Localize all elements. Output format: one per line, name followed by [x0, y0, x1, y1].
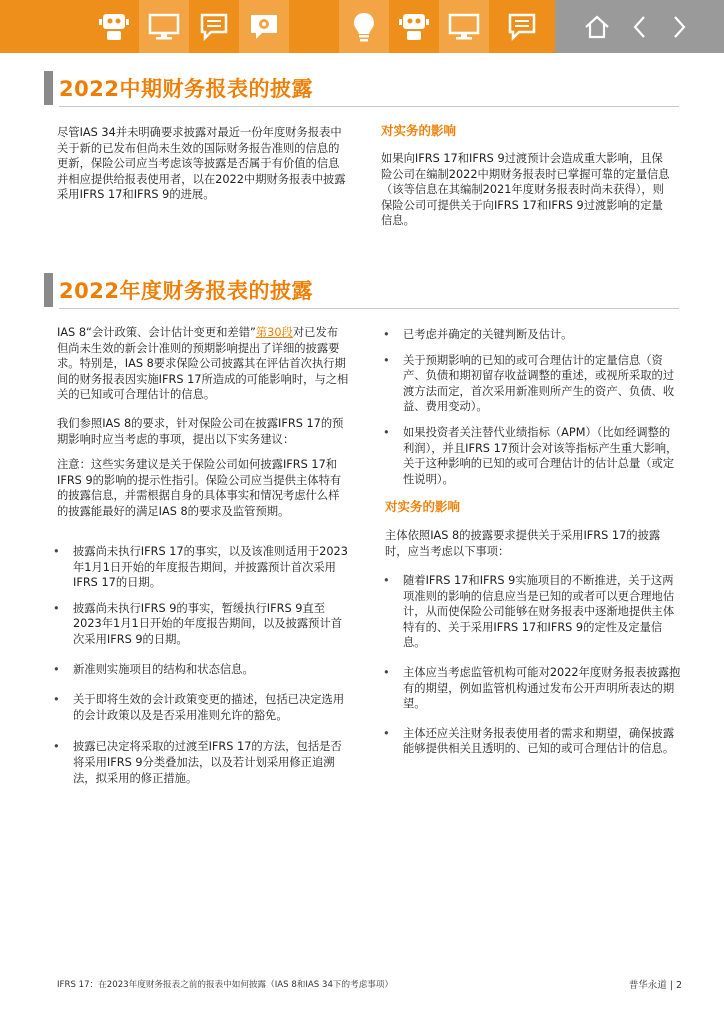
- interim-impact-title: 对实务的影响: [381, 123, 457, 138]
- monitor-icon: [148, 12, 180, 42]
- nav-tile-robot[interactable]: [89, 0, 139, 53]
- list-item: • 主体应当考虑监管机构可能对2022年度财务报表披露抱有的期望，例如监管机构通过发布公开声明所表达的期望。: [381, 665, 681, 712]
- chat-list-icon: [199, 12, 229, 42]
- section-marker: [44, 273, 53, 307]
- impact-bullet-list: [381, 573, 681, 757]
- note-paragraph: 注意：这些实务建议是关于保险公司如何披露IFRS 17和IFRS 9的影响的提示性指引。保险公司应当提供主体特有的披露信息，并需根据自身的具体事实和情况考虑什么样的披露能最好的满足IAS 8的要求及监管预期。: [57, 458, 342, 518]
- paragraph-30-link[interactable]: 第30段: [255, 326, 293, 339]
- next-page-button[interactable]: [664, 0, 694, 53]
- list-item: • 随着IFRS 17和IFRS 9实施项目的不断推进，关于这两项准则的影响的信息应当是已知的或者可以更合理地估计，从而使保险公司能够在财务报表中逐渐地提供主体特有的、关于采用IFRS 17和IFRS 9的定性及定量信息。: [381, 573, 681, 651]
- recommendation-intro: 我们参照IAS 8的要求，针对保险公司在披露IFRS 17的预期影响时应当考虑的事项，提出以下实务建议：: [57, 417, 344, 446]
- home-icon: [583, 14, 611, 40]
- gear-chat-icon: [248, 12, 280, 42]
- interim-paragraph: 尽管IAS 34并未明确要求披露对最近一份年度财务报表中关于新的已发布但尚未生效的国际财务报告准则的信息的更新，保险公司应当考虑该等披露是否属于有价值的信息并相应提供给报表使用者，以在2022中期财务报表中披露采用IFRS 17和IFRS 9的进展。: [57, 126, 346, 202]
- interim-impact-text: 如果向IFRS 17和IFRS 9过渡预计会造成重大影响，且保险公司在编制2022中期财务报表时已掌握可靠的定量信息（该等信息在其编制2021年度财务报表时尚未获得），则保险公司可提供关于向IFRS 17和IFRS 9过渡影响的定量信息。: [381, 152, 670, 228]
- nav-tile-monitor-2[interactable]: [439, 0, 489, 53]
- section-header-annual: [44, 273, 313, 307]
- nav-tile-chat-2[interactable]: [489, 0, 555, 53]
- section-title-annual: 2022年度财务报表的披露: [59, 279, 313, 303]
- list-item: • 关于即将生效的会计政策变更的描述，包括已决定选用的会计政策以及是否采用准则允许的豁免。: [51, 692, 351, 723]
- home-button[interactable]: [575, 0, 619, 53]
- section-divider: [59, 308, 679, 309]
- nav-tile-bulb[interactable]: [339, 0, 389, 53]
- list-item: • 新准则实施项目的结构和状态信息。: [51, 662, 351, 678]
- nav-tile-gear[interactable]: [239, 0, 289, 53]
- list-item: • 关于预期影响的已知的或可合理估计的定量信息（资产、负债和期初留存收益调整的重述，或视所采取的过渡方法而定，首次采用新准则所产生的资产、负债、收益、费用变动）。: [381, 353, 681, 415]
- top-navigation: [0, 0, 724, 53]
- robot-icon: [99, 11, 129, 43]
- ias8-text-a: IAS 8“会计政策、会计估计变更和差错”: [57, 326, 256, 339]
- section-marker: [44, 71, 53, 105]
- footer-document-title: IFRS 17：在2023年度财务报表之前的报表中如何披露（IAS 8和IAS 34下的考虑事项）: [57, 980, 394, 990]
- monitor-icon-2: [448, 12, 480, 42]
- chevron-left-icon: [632, 14, 648, 40]
- nav-tile-spacer: [289, 0, 339, 53]
- previous-page-button[interactable]: [625, 0, 655, 53]
- annual-impact-title: 对实务的影响: [385, 499, 461, 514]
- section-header-interim: [44, 71, 313, 105]
- list-item: • 已考虑并确定的关键判断及估计。: [381, 327, 681, 343]
- annual-impact-intro: 主体依照IAS 8的披露要求提供关于采用IFRS 17的披露时，应当考虑以下事项：: [385, 529, 661, 558]
- bulb-icon: [352, 11, 376, 43]
- list-item: • 披露已决定将采取的过渡至IFRS 17的方法，包括是否将采用IFRS 9分类叠加法，以及若计划采用修正追溯法，拟采用的修正措施。: [51, 739, 351, 786]
- list-item: • 主体还应关注财务报表使用者的需求和期望，确保披露能够提供相关且透明的、已知的或可合理估计的信息。: [381, 726, 681, 757]
- footer-page-number: 普华永道 | 2: [628, 980, 682, 991]
- ias8-paragraph: [57, 325, 349, 403]
- nav-accent-strip: [0, 0, 89, 53]
- chat-list-icon-2: [507, 12, 537, 42]
- nav-tile-robot-2[interactable]: [389, 0, 439, 53]
- ias8-text-b: 对已发布但尚未生效的新会计准则的预期影响提出了详细的披露要求。特别是，IAS 8要求保险公司披露其在评估首次执行期间的财务报表因实施IFRS 17所造成的可能影响时，与之相关的已知或可合理估计的信息。: [57, 326, 349, 402]
- nav-tile-monitor[interactable]: [139, 0, 189, 53]
- left-bullet-list: [51, 544, 351, 786]
- list-item: • 如果投资者关注替代业绩指标（APM）（比如经调整的利润），并且IFRS 17预计会对该等指标产生重大影响，关于这种影响的已知的或可合理估计的估计总量（或定性说明）。: [381, 425, 681, 487]
- section-divider: [59, 106, 679, 107]
- section-title-interim: 2022中期财务报表的披露: [59, 77, 313, 101]
- robot-icon-2: [399, 11, 429, 43]
- list-item: • 披露尚未执行IFRS 9的事实，暂缓执行IFRS 9直至2023年1月1日开始的年度报告期间，以及披露预计首次采用IFRS 9的日期。: [51, 601, 351, 648]
- list-item: • 披露尚未执行IFRS 17的事实，以及该准则适用于2023年1月1日开始的年度报告期间，并披露预计首次采用IFRS 17的日期。: [51, 544, 351, 591]
- chevron-right-icon: [671, 14, 687, 40]
- right-bullet-list: [381, 327, 681, 487]
- nav-tile-chat[interactable]: [189, 0, 239, 53]
